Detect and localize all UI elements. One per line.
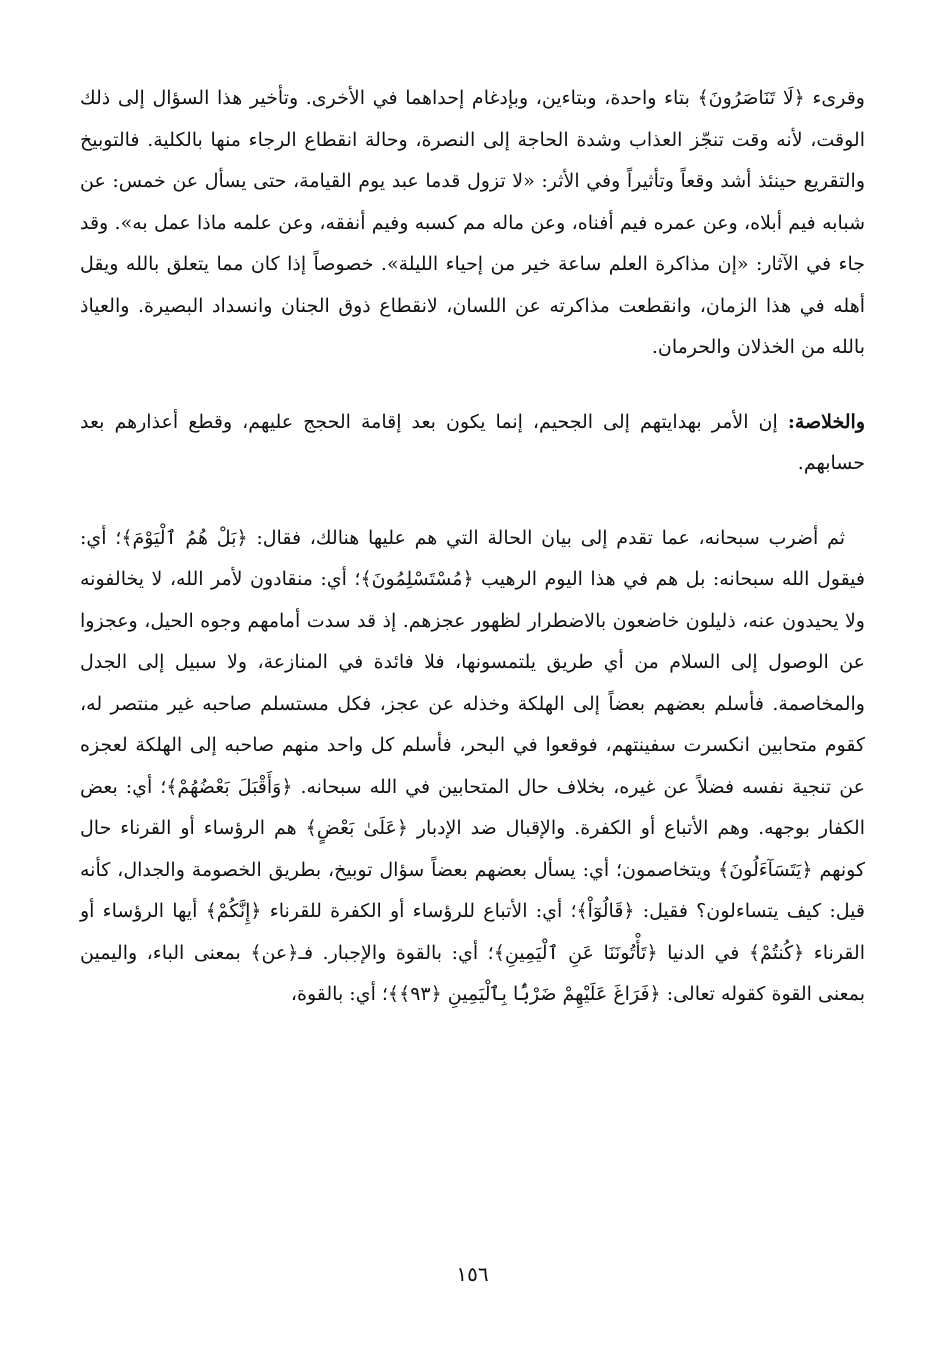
page-body bbox=[80, 78, 865, 1016]
paragraph-2 bbox=[80, 402, 865, 485]
paragraph-1: وقرىء ﴿لَا تَنَاصَرُونَ﴾ بتاء واحدة، وبتاءين، وبإدغام إحداهما في الأخرى. وتأخير هذا السؤال إلى ذلك الوقت، لأنه وقت تنجّز العذاب وشدة الحاجة إلى النصرة، وحالة انقطاع الرجاء منها بالكلية. فالتوبيخ والتقريع حينئذ أشد وقعاً وتأثيراً وفي الأثر: «لا تزول قدما عبد يوم القيامة، حتى يسأل عن خمس: عن شبابه فيم أبلاه، وعن عمره فيم أفناه، وعن ماله مم كسبه وفيم أنفقه، وعن علمه ماذا عمل به». وقد جاء في الآثار: «إن مذاكرة العلم ساعة خير من إحياء الليلة». خصوصاً إذا كان مما يتعلق بالله ويقل أهله في هذا الزمان، وانقطعت مذاكرته عن اللسان، لانقطاع ذوق الجنان وانسداد البصيرة. والعياذ بالله من الخذلان والحرمان. bbox=[80, 87, 865, 358]
page-number: ١٥٦ bbox=[456, 1262, 489, 1286]
summary-lead: والخلاصة: bbox=[787, 410, 865, 433]
paragraph-3: ثم أضرب سبحانه، عما تقدم إلى بيان الحالة التي هم عليها هنالك، فقال: ﴿بَلْ هُمُ ٱلْيَوْمَ﴾؛ أي: فيقول الله سبحانه: بل هم في هذا اليوم الرهيب ﴿مُسْتَسْلِمُونَ﴾؛ أي: منقادون لأمر الله، لا يخالفونه ولا يحيدون عنه، ذليلون خاضعون بالاضطرار لظهور عجزهم. إذ قد سدت أمامهم وجوه الحيل، وعجزوا عن الوصول إلى السلام من أي طريق يلتمسونها، فلا فائدة في المنازعة، ولا سبيل إلى الجدل والمخاصمة. فأسلم بعضهم بعضاً إلى الهلكة وخذله عن عجز، فكل مستسلم صاحبه غير منتصر له، كقوم متحابين انكسرت سفينتهم، فوقعوا في البحر، فأسلم كل واحد منهم صاحبه إلى الهلكة لعجزه عن تنجية نفسه فضلاً عن غيره، بخلاف حال المتحابين في الله سبحانه. ﴿وَأَقْبَلَ بَعْضُهُمْ﴾؛ أي: بعض الكفار بوجهه. وهم الأتباع أو الكفرة. والإقبال ضد الإدبار ﴿عَلَىٰ بَعْضٍ﴾ هم الرؤساء أو القرناء حال كونهم ﴿يَتَسَآءَلُونَ﴾ ويتخاصمون؛ أي: يسأل بعضهم بعضاً سؤال توبيخ، بطريق الخصومة والجدال، كأنه قيل: كيف يتساءلون؟ فقيل: ﴿قَالُوٓاْ﴾؛ أي: الأتباع للرؤساء أو الكفرة للقرناء ﴿إِنَّكُمْ﴾ أيها الرؤساء أو القرناء ﴿كُنتُمْ﴾ في الدنيا ﴿تَأْتُونَنَا عَنِ ٱلْيَمِينِ﴾؛ أي: بالقوة والإجبار. فـ﴿عن﴾ بمعنى الباء، واليمين بمعنى القوة كقوله تعالى: ﴿فَرَاغَ عَلَيْهِمْ ضَرْبًۢا بِٱلْيَمِينِ ﴿٩٣﴾﴾؛ أي: بالقوة، bbox=[80, 526, 865, 1005]
summary-text: إن الأمر بهدايتهم إلى الجحيم، إنما يكون بعد إقامة الحجج عليهم، وقطع أعذارهم بعد حسابهم. bbox=[80, 410, 865, 474]
